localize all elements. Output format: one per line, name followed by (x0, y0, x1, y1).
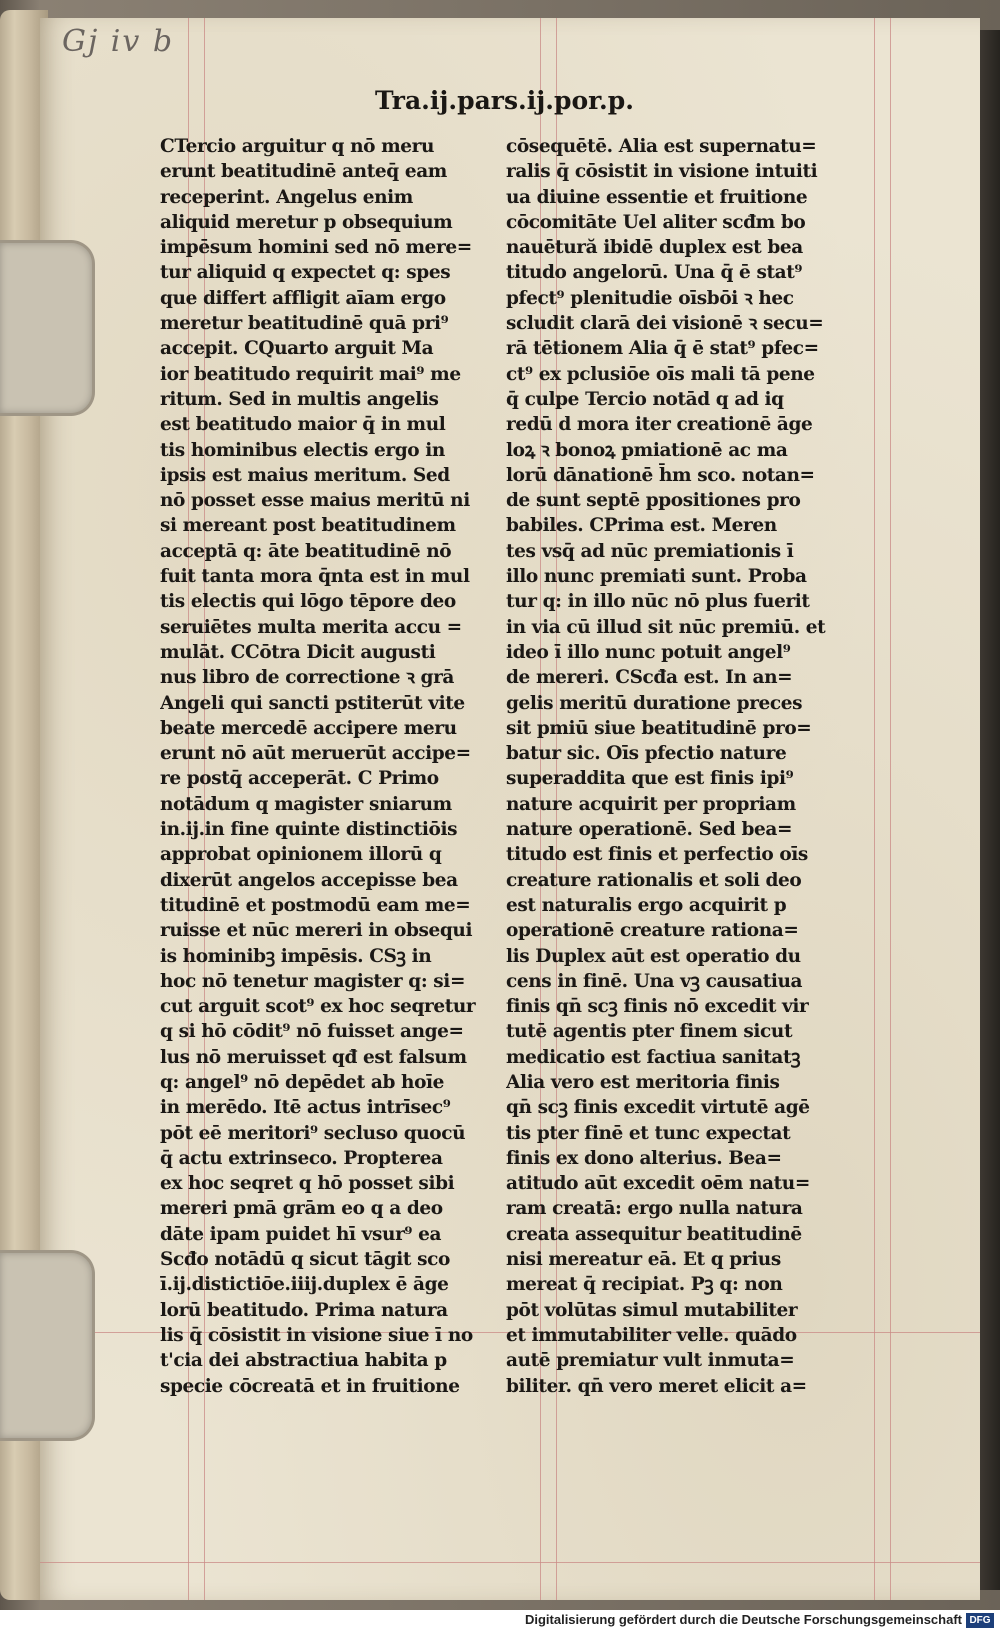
text-line: ua diuine essentie et fruitione (506, 186, 808, 208)
text-line: batur sic. Oīs pfectio nature (506, 743, 787, 765)
text-line: lorū dānationē h̄m sco. notan= (506, 464, 815, 486)
text-line: qn̄ scꝫ finis excedit virtutē agē (506, 1097, 810, 1119)
text-line: cōcomitāte Uel aliter scđm bo (506, 211, 806, 233)
ruling-line (40, 1562, 980, 1563)
text-line: illo nunc premiati sunt. Proba (506, 566, 807, 588)
text-line: meretur beatitudinē quā pri⁹ (160, 313, 449, 335)
ruling-line (874, 18, 875, 1600)
text-line: ruisse et nūc mereri in obsequi (160, 920, 473, 942)
text-line: rā tētionem Alia q̄ ē stat⁹ pfec= (506, 338, 819, 360)
text-line: lis q̄ cōsistit in visione siue ī no (160, 1324, 473, 1346)
text-line: et immutabiliter velle. quādo (506, 1324, 797, 1346)
text-line: is hominibꝫ impēsis. CSꝫ in (160, 945, 432, 967)
ruling-line (890, 18, 891, 1600)
text-line: q̄ actu extrinseco. Propterea (160, 1147, 443, 1169)
text-line: lus nō meruisset qđ est falsum (160, 1046, 467, 1068)
text-line: mulāt. CCōtra Dicit augusti (160, 641, 436, 663)
text-line: fuit tanta mora q̄nta est in mul (160, 566, 470, 588)
text-line: accepit. CQuarto arguit Ma (160, 338, 434, 360)
text-line: nauētură ibidē duplex est bea (506, 237, 803, 259)
text-line: in.ij.in fine quinte distinctiōis (160, 819, 458, 841)
text-line: titudo est finis et perfectio oīs (506, 844, 808, 866)
text-line: tis pter finē et tunc expectat (506, 1122, 791, 1144)
text-line: pōt eē meritori⁹ secluso quocū (160, 1122, 466, 1144)
text-line: Alia vero est meritoria finis (506, 1071, 780, 1093)
text-line: redū d mora iter creationē āge (506, 414, 813, 436)
text-line: titudo angelorū. Una q̄ ē stat⁹ (506, 262, 803, 284)
book-clasp-bottom (0, 1250, 95, 1441)
text-line: erunt beatitudinē anteq̄ eam (160, 161, 447, 183)
text-line: ideo ī illo nunc potuit angel⁹ (506, 641, 791, 663)
text-line: ram creatā: ergo nulla natura (506, 1198, 803, 1220)
text-line: cens in finē. Una vꝫ causatiua (506, 970, 803, 992)
text-line: ct⁹ ex pclusiōe oīs mali tā pene (506, 363, 815, 385)
text-line: ipsis est maius meritum. Sed (160, 464, 450, 486)
text-line: superaddita que est finis ipi⁹ (506, 768, 794, 790)
text-line: dixerūt angelos accepisse bea (160, 869, 458, 891)
text-line: t'cia dei abstractiua habita p (160, 1350, 447, 1372)
text-line: tur q: in illo nūc nō plus fuerit (506, 591, 810, 613)
text-line: Angeli qui sancti pstiterūt vite (160, 692, 465, 714)
text-line: dāte ipam puidet hī vsur⁹ ea (160, 1223, 442, 1245)
text-line: pfect⁹ plenitudie oīsbōi ꝛ hec (506, 287, 794, 309)
text-line: mereat q̄ recipiat. Pꝫ q: non (506, 1274, 783, 1296)
text-line: biliter. qn̄ vero meret elicit a= (506, 1375, 807, 1397)
text-line: est naturalis ergo acquirit p (506, 894, 787, 916)
text-line: de sunt septē ppositiones pro (506, 490, 801, 512)
text-line: de mereri. CScđa est. In an= (506, 667, 793, 689)
text-line: cut arguit scot⁹ ex hoc seqretur (160, 996, 476, 1018)
text-line: ī.ij.distictiōe.iiij.duplex ē āge (160, 1274, 449, 1296)
text-line: tes vsq̄ ad nūc premiationis ī (506, 540, 794, 562)
text-line: creature rationalis et soli deo (506, 869, 802, 891)
text-line: q si hō cōdit⁹ nō fuisset ange= (160, 1021, 464, 1043)
text-line: cōsequētē. Alia est supernatu= (506, 136, 817, 157)
text-line: q̄ culpe Tercio notād q ad iq (506, 388, 784, 410)
dfg-logo-icon: DFG (966, 1613, 994, 1628)
text-line: in via cū illud sit nūc premiū. et (506, 616, 826, 638)
text-line: tis hominibus electis ergo in (160, 439, 445, 461)
text-line: pōt volūtas simul mutabiliter (506, 1299, 798, 1321)
text-line: titudinē et postmodū eam me= (160, 894, 471, 916)
book-clasp-top (0, 240, 95, 416)
text-line: in merēdo. Itē actus intrīsec⁹ (160, 1097, 451, 1119)
text-line: finis ex dono alterius. Bea= (506, 1147, 782, 1169)
text-line: receperint. Angelus enim (160, 186, 413, 208)
text-line: sit pmiū siue beatitudinē pro= (506, 717, 812, 739)
text-line: atitudo aūt excedit oēm natu= (506, 1173, 810, 1195)
text-line: si mereant post beatitudinem (160, 515, 456, 537)
text-line: q: angel⁹ nō depēdet ab hoīe (160, 1071, 445, 1093)
text-line: est beatitudo maior q̄ in mul (160, 414, 446, 436)
text-line: finis qn̄ scꝫ finis nō excedit vir (506, 996, 809, 1018)
text-line: re postq̄ acceperāt. C Primo (160, 768, 439, 790)
text-line: nature operationē. Sed bea= (506, 819, 793, 841)
digitization-footer (0, 1610, 1000, 1632)
text-line: acceptā q: āte beatitudinē nō (160, 540, 452, 562)
text-line: nō posset esse maius meritū ni (160, 490, 470, 512)
text-line: nature acquirit per propriam (506, 793, 796, 815)
text-line: babiles. CPrima est. Meren (506, 515, 777, 537)
text-line: nisi mereatur eā. Et q prius (506, 1249, 781, 1271)
text-line: mereri pmā grām eo q a deo (160, 1198, 443, 1220)
text-line: scludit clarā dei visionē ꝛ secu= (506, 313, 824, 335)
text-line: notādum q magister sniarum (160, 793, 452, 815)
text-line: operationē creature rationa= (506, 920, 799, 942)
text-line: impēsum homini sed nō mere= (160, 237, 472, 259)
text-line: erunt nō aūt meruerūt accipe= (160, 743, 471, 765)
text-line: lorū beatitudo. Prima natura (160, 1299, 448, 1321)
text-line: CTercio arguitur q nō meru (160, 136, 435, 157)
text-line: aliquid meretur p obsequium (160, 211, 453, 233)
text-line: hoc nō tenetur magister q: si= (160, 970, 466, 992)
text-line: ritum. Sed in multis angelis (160, 388, 439, 410)
text-line: approbat opinionem illorū q (160, 844, 442, 866)
text-line: lis Duplex aūt est operatio du (506, 945, 801, 967)
text-line: ralis q̄ cōsistit in visione intuiti (506, 161, 818, 183)
text-line: gelis meritū duratione preces (506, 692, 803, 714)
text-line: seruiētes multa merita accu = (160, 616, 462, 638)
footer-credit: Digitalisierung gefördert durch die Deutsche Forschungsgemeinschaft (524, 1612, 962, 1627)
text-line: Scđo notādū q sicut tāgit sco (160, 1249, 450, 1271)
text-line: ex hoc seqret q hō posset sibi (160, 1173, 455, 1195)
book-cover-edge (978, 30, 1000, 1590)
text-line: beate mercedē accipere meru (160, 717, 457, 739)
text-line: creata assequitur beatitudinē (506, 1223, 802, 1245)
running-head: Tra.ij.pars.ij.por.p. (375, 86, 634, 115)
text-line: autē premiatur vult inmuta= (506, 1350, 795, 1372)
text-line: tutē agentis pter finem sicut (506, 1021, 793, 1043)
handwritten-margin-note: Gj iv b (62, 24, 175, 59)
text-line: tis electis qui lōgo tēpore deo (160, 591, 456, 613)
text-line: medicatio est factiua sanitatꝫ (506, 1046, 801, 1068)
text-line: que differt affligit aīam ergo (160, 287, 446, 309)
text-line: ior beatitudo requirit mai⁹ me (160, 363, 461, 385)
text-column-right (506, 134, 846, 1399)
text-line: specie cōcreatā et in fruitione (160, 1375, 460, 1397)
text-line: loꝝ ꝛ bonoꝝ pmiationē ac ma (506, 439, 788, 461)
text-line: nus libro de correctione ꝛ grā (160, 667, 455, 689)
text-line: tur aliquid q expectet q: spes (160, 262, 451, 284)
text-column-left (160, 134, 502, 1399)
